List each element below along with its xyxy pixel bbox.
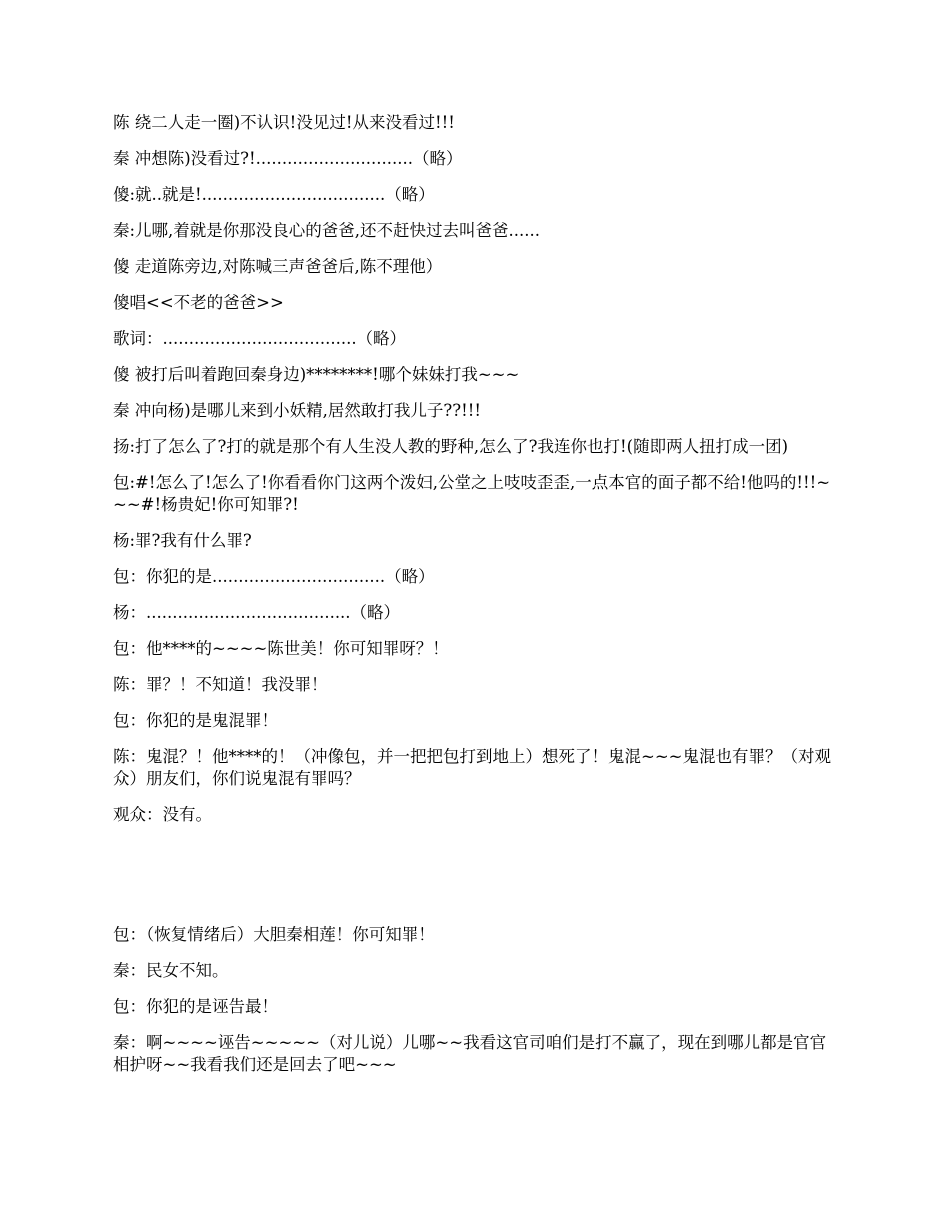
document-body: [113, 112, 839, 1090]
dialogue-line: 包：你犯的是诬告最！: [113, 997, 278, 1016]
stage-direction: 傻 走道陈旁边,对陈喊三声爸爸后,陈不理他）: [113, 257, 443, 276]
dialogue-line: 秦 冲向杨)是哪儿来到小妖精,居然敢打我儿子??!!!: [113, 401, 482, 420]
dialogue-line: 秦：啊~~~~诬告~~~~~（对儿说）儿哪~~我看这官司咱们是打不赢了，现在到哪儿都是官官相护呀~~我看我们还是回去了吧~~~: [113, 1033, 827, 1074]
lyrics-line: 歌词：.....................................（略）: [113, 329, 407, 348]
dialogue-line: 杨：.......................................（略）: [113, 603, 401, 622]
dialogue-line: 傻:就..就是!...................................（略）: [113, 185, 435, 204]
dialogue-line: 秦:儿哪,着就是你那没良心的爸爸,还不赶快过去叫爸爸......: [113, 221, 541, 240]
dialogue-line: 秦 冲想陈)没看过?!..............................（略）: [113, 149, 463, 168]
dialogue-line: 扬:打了怎么了?打的就是那个有人生没人教的野种,怎么了?我连你也打!(随即两人扭打成一团): [113, 437, 789, 456]
script-section-top: [113, 112, 839, 826]
dialogue-line: 观众：没有。: [113, 805, 212, 824]
script-section-bottom: [113, 924, 839, 1076]
dialogue-line: 陈：鬼混？！他****的！（冲像包，并一把把包打到地上）想死了！鬼混~~~鬼混也有罪？（对观众）朋友们，你们说鬼混有罪吗？: [113, 747, 831, 788]
dialogue-line: 秦：民女不知。: [113, 961, 229, 980]
dialogue-line: 包：你犯的是鬼混罪！: [113, 711, 278, 730]
song-title: 傻唱<<不老的爸爸>>: [113, 293, 284, 312]
dialogue-line: 包：他****的~~~~陈世美！你可知罪呀？！: [113, 639, 449, 658]
dialogue-line: 包：（恢复情绪后）大胆秦相莲！你可知罪！: [113, 925, 435, 944]
dialogue-line: 陈 绕二人走一圈)不认识!没见过!从来没看过!!!: [113, 113, 455, 132]
dialogue-line: 傻 被打后叫着跑回秦身边)********!哪个妹妹打我~~~: [113, 365, 520, 384]
section-spacer: [113, 840, 839, 924]
dialogue-line: 陈：罪？！不知道！我没罪！: [113, 675, 328, 694]
dialogue-line: 包：你犯的是.................................（略）: [113, 567, 435, 586]
dialogue-line: 包:#!怎么了!怎么了!你看看你门这两个泼妇,公堂之上吱吱歪歪,一点本官的面子都不给!他吗的!!!~~~#!杨贵妃!你可知罪?!: [113, 473, 831, 514]
dialogue-line: 杨:罪?我有什么罪?: [113, 531, 252, 550]
